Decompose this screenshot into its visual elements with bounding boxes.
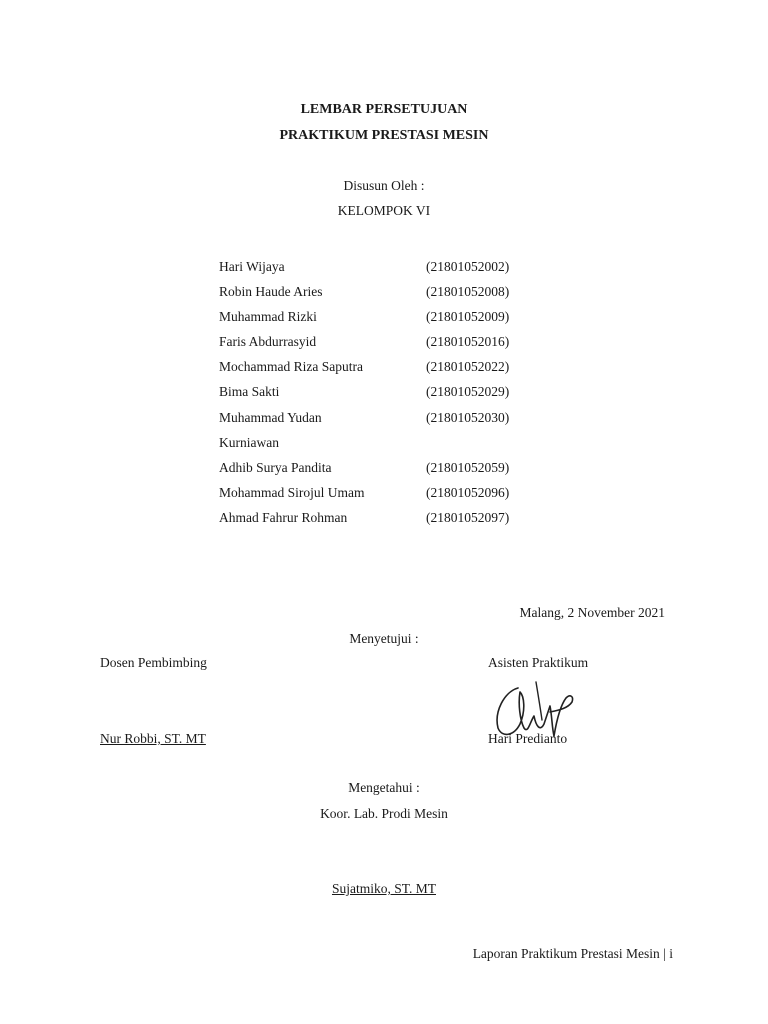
member-nim: (21801052022): [426, 359, 510, 375]
member-nim: (21801052009): [426, 309, 510, 325]
member-nim: (21801052029): [426, 384, 510, 400]
date-line: Malang, 2 November 2021: [519, 605, 665, 620]
member-nim: (21801052030): [426, 409, 510, 425]
approval-label: Menyetujui :: [349, 631, 419, 646]
member-nim: (21801052059): [426, 459, 510, 475]
title-line-1: LEMBAR PERSETUJUAN: [300, 102, 468, 117]
member-row: [219, 379, 549, 404]
lecturer-name: Nur Robbi, ST. MT: [100, 731, 206, 746]
member-row: [219, 329, 549, 354]
member-list: [219, 254, 549, 530]
author-label: Disusun Oleh :: [343, 178, 425, 193]
group-name: KELOMPOK VI: [337, 203, 431, 218]
member-row: [219, 254, 549, 279]
member-name: Muhammad Yudan Kurniawan: [219, 409, 322, 450]
member-nim: (21801052096): [426, 484, 510, 500]
page-footer: Laporan Praktikum Prestasi Mesin | i: [472, 946, 673, 961]
member-row: [219, 304, 549, 329]
member-name: Hari Wijaya: [219, 259, 285, 274]
member-row: [219, 455, 549, 480]
title-line-2: PRAKTIKUM PRESTASI MESIN: [279, 128, 489, 143]
member-name: Muhammad Rizki: [219, 309, 317, 325]
member-row: [219, 354, 549, 379]
member-nim: (21801052016): [426, 334, 510, 350]
member-name: Faris Abdurrasyid: [219, 334, 317, 350]
member-nim: (21801052008): [426, 284, 510, 300]
member-row: [219, 480, 549, 505]
member-row: [219, 405, 549, 455]
member-name: Bima Sakti: [219, 384, 280, 400]
member-name: Robin Haude Aries: [219, 284, 323, 300]
member-name: Ahmad Fahrur Rohman: [219, 509, 348, 525]
member-name: Adhib Surya Pandita: [219, 459, 332, 475]
assistant-role: Asisten Praktikum: [488, 655, 589, 670]
coordinator-role: Koor. Lab. Prodi Mesin: [320, 806, 448, 821]
member-nim: (21801052002): [426, 259, 510, 274]
lecturer-role: Dosen Pembimbing: [100, 655, 207, 670]
assistant-name: Hari Predianto: [488, 731, 568, 746]
acknowledged-label: Mengetahui :: [348, 780, 420, 795]
member-name: Mochammad Riza Saputra: [219, 359, 363, 375]
coordinator-name-wrap: [0, 881, 768, 897]
member-row: [219, 505, 549, 530]
member-row: [219, 279, 549, 304]
member-nim: (21801052097): [426, 509, 510, 525]
coordinator-name: Sujatmiko, ST. MT: [331, 881, 436, 896]
member-name: Mohammad Sirojul Umam: [219, 484, 365, 500]
